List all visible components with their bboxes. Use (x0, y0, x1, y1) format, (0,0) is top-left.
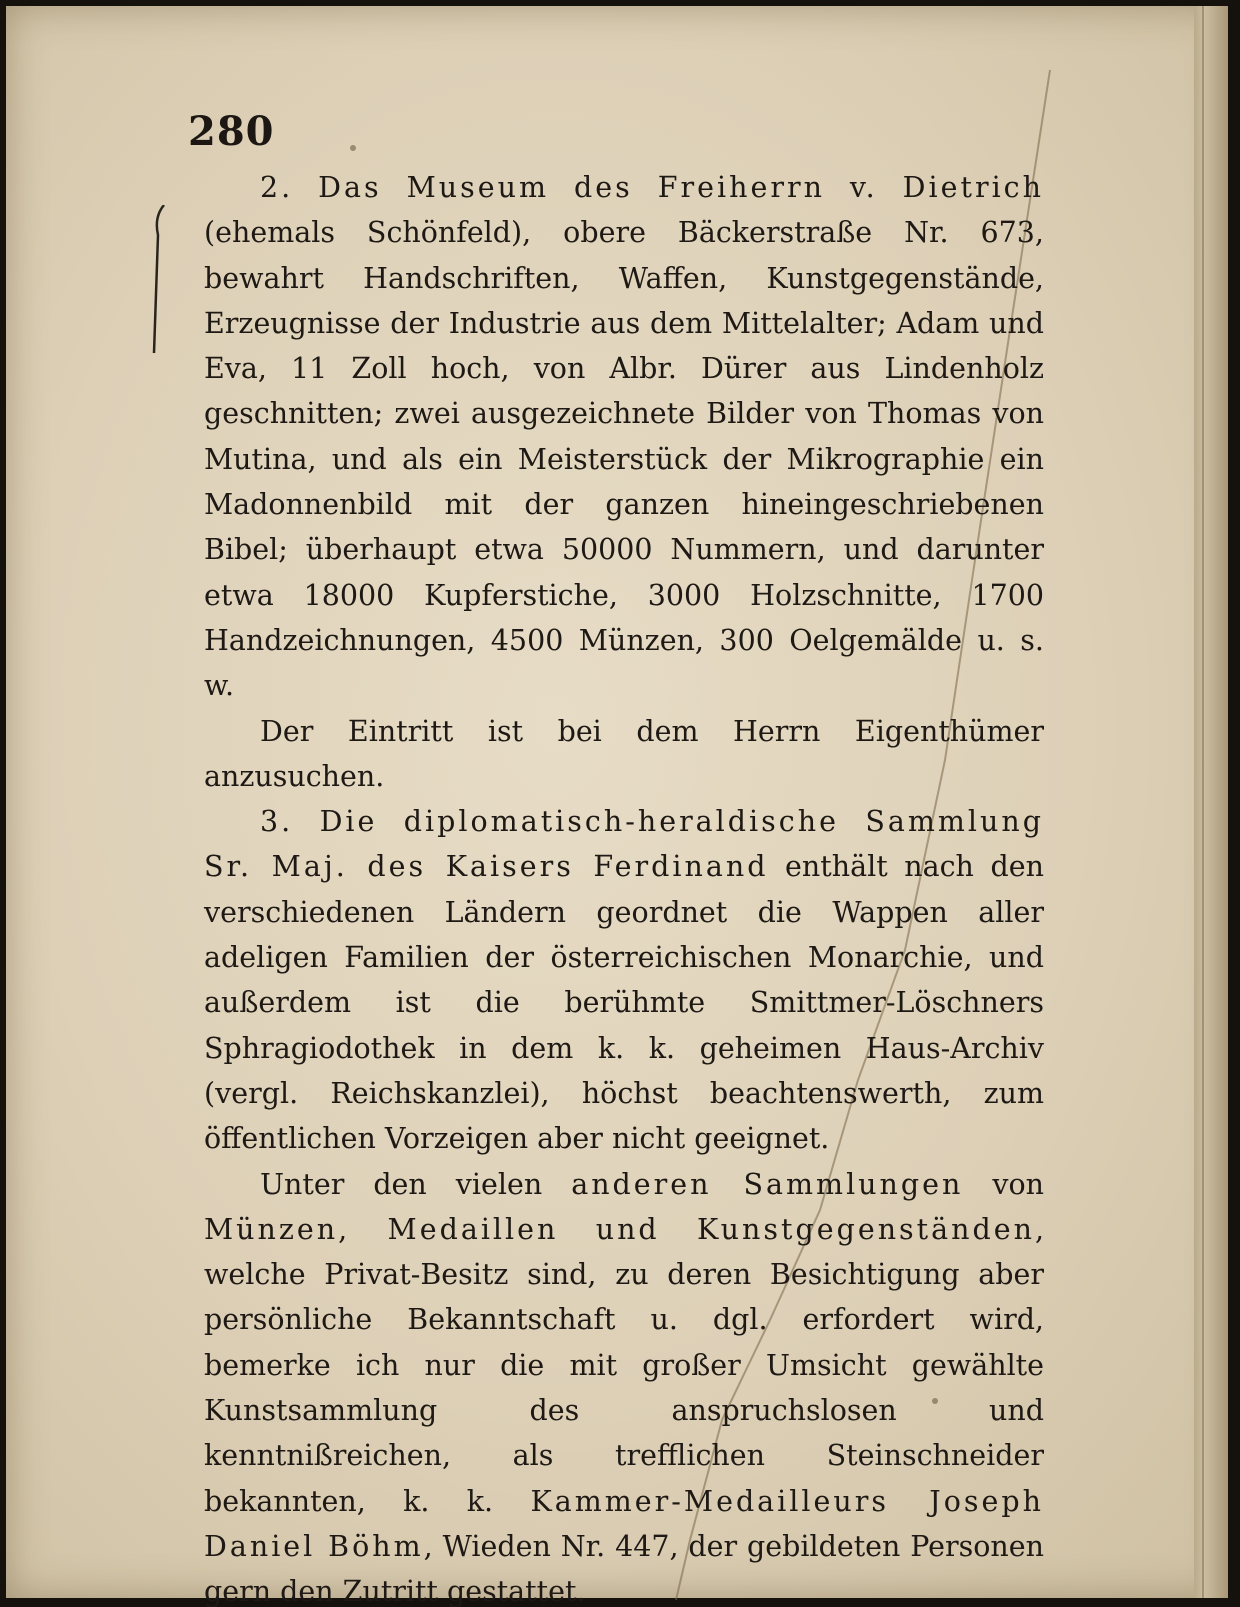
paragraph-text: Unter den vielen (260, 1167, 572, 1201)
paragraph-diplomatic-collection (204, 799, 1044, 1161)
paragraph-entry-note (204, 709, 1044, 800)
page-edge (1194, 6, 1228, 1598)
paragraph-emphasis: Münzen, Medaillen und Kunstgegenständen (204, 1212, 1035, 1246)
page-number: 280 (188, 108, 275, 155)
paragraph-text: von (963, 1167, 1044, 1201)
paragraph-body: Der Eintritt ist bei dem Herrn Eigenthümer anzusuchen. (204, 714, 1044, 793)
paragraph-museum-dietrich (204, 165, 1044, 709)
paragraph-other-collections (204, 1162, 1044, 1607)
paragraph-text: , welche Privat-Besitz sind, zu deren Besichtigung aber persönliche Bekanntschaft u. dgl. erfordert wird, bemerke ich nur die mit großer Umsicht gewählte Kunstsammlung des anspruchslosen und kenntnißreichen, als trefflichen Steinschneider bekannten, k. k. (204, 1212, 1044, 1518)
ink-speck (350, 145, 356, 151)
body-text (204, 165, 1044, 1607)
paragraph-text: , Wieden Nr. 447, der gebildeten Personen gern den Zutritt gestattet. (204, 1529, 1044, 1607)
paragraph-lead: 2. Das Museum des Freiherrn v. Dietrich (260, 171, 1044, 204)
paragraph-emphasis: anderen Sammlungen (571, 1167, 964, 1201)
paragraph-emphasis: Kammer-Medailleurs Joseph Daniel Böhm (204, 1484, 1044, 1563)
paragraph-lead: 3. Die diplomatisch-heraldische Sammlung Sr. Maj. des Kaisers Ferdinand (204, 805, 1044, 884)
paragraph-body: enthält nach den verschiedenen Ländern geordnet die Wappen aller adeligen Familien der österreichischen Monarchie, und außerdem ist die berühmte Smittmer-Löschners Sphragiodothek in dem k. k. geheimen Haus-Archiv (vergl. Reichskanzlei), höchst beachtenswerth, zum öffentlichen Vorzeigen aber nicht geeignet. (204, 850, 1044, 1156)
paragraph-body: (ehemals Schönfeld), obere Bäckerstraße Nr. 673, bewahrt Handschriften, Waffen, Kunstgegenstände, Erzeugnisse der Industrie aus dem Mittelalter; Adam und Eva, 11 Zoll hoch, von Albr. Dürer aus Lindenholz geschnitten; zwei ausgezeichnete Bilder von Thomas von Mutina, und als ein Meisterstück der Mikrographie ein Madonnenbild mit der ganzen hineingeschriebenen Bibel; überhaupt etwa 50000 Nummern, und darunter etwa 18000 Kupferstiche, 3000 Holzschnitte, 1700 Handzeichnungen, 4500 Münzen, 300 Oelgemälde u. s. w. (204, 216, 1044, 703)
